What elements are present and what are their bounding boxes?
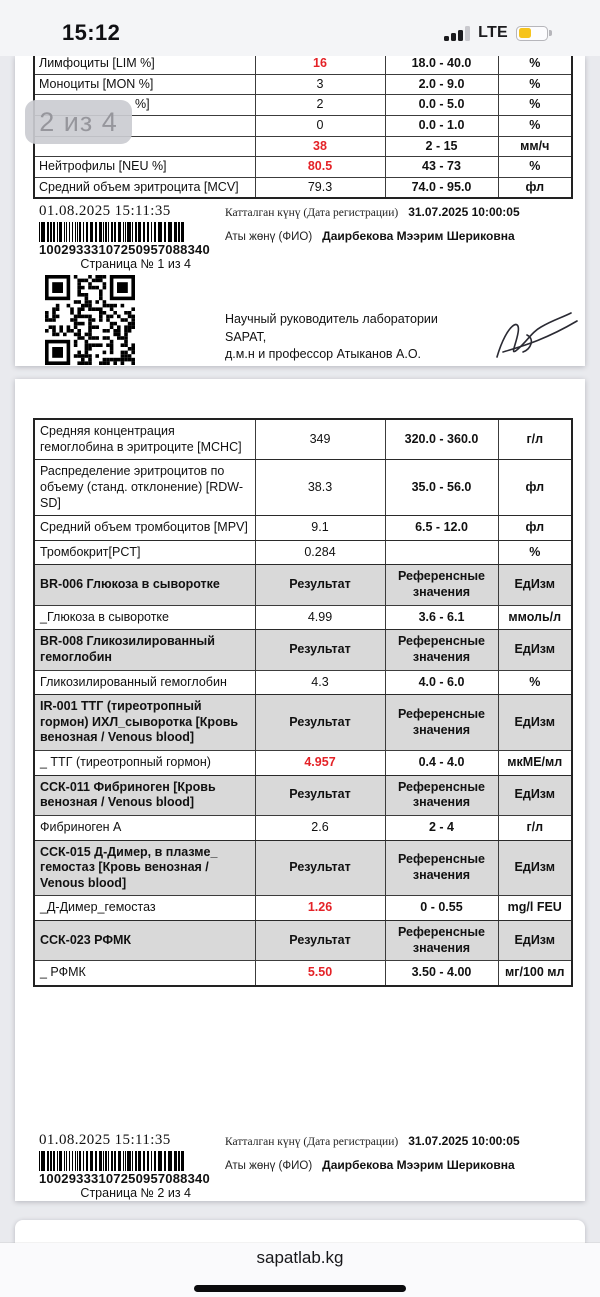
lab-results-table [33,418,573,987]
column-header-reference: Референсные значения [385,695,498,751]
table-row [34,961,572,986]
table-row [34,670,572,695]
footer-codes-block [39,203,210,366]
registration-label: Катталган күнү (Дата регистрации) [225,1135,399,1148]
param-name: Фибриноген А [34,815,255,840]
column-header-reference: Референсные значения [385,565,498,605]
reference-range: 43 - 73 [385,157,498,178]
qr-code-image [45,275,135,365]
result-value: 349 [255,419,385,460]
param-name: Средний объем эритроцита [MCV] [34,177,255,198]
result-value: 38.3 [255,460,385,516]
column-header-result: Результат [255,840,385,896]
registration-label: Катталган күнү (Дата регистрации) [225,207,399,220]
reference-range: 2 - 15 [385,136,498,157]
supervisor-line2: д.м.н и профессор Атыканов А.О. [225,347,422,362]
test-section-name: BR-006 Глюкоза в сыворотке [34,565,255,605]
test-section-name: BR-008 Гликозилированный гемоглобин [34,630,255,670]
section-header-row [34,695,572,751]
param-name: Средний объем тромбоцитов [MPV] [34,516,255,541]
param-name: _Глюкоза в сыворотке [34,605,255,630]
test-section-name: IR-001 ТТГ (тиреотропный гормон) ИХЛ_сыворотка [Кровь венозная / Venous blood] [34,695,255,751]
column-header-unit: ЕдИзм [498,695,572,751]
clock-text: 15:12 [62,20,121,45]
column-header-unit: ЕдИзм [498,565,572,605]
unit-label: % [498,95,572,116]
column-header-reference: Референсные значения [385,630,498,670]
param-name: Распределение эритроцитов по объему (станд. отклонение) [RDW-SD] [34,460,255,516]
reference-range: 74.0 - 95.0 [385,177,498,198]
unit-label: г/л [498,815,572,840]
reference-range: 0 - 0.55 [385,896,498,921]
test-section-name: ССК-015 Д-Димер, в плазме_ гемостаз [Кровь венозная / Venous blood] [34,840,255,896]
test-section-name: ССК-023 РФМК [34,921,255,961]
print-datetime: 01.08.2025 15:11:35 [39,203,171,220]
reference-range: 3.6 - 6.1 [385,605,498,630]
reference-range: 3.50 - 4.00 [385,961,498,986]
home-indicator[interactable] [194,1285,406,1292]
unit-label: г/л [498,419,572,460]
unit-label: % [498,157,572,178]
result-value: 38 [255,136,385,157]
browser-bottom-bar [0,1243,600,1297]
unit-label: % [498,56,572,74]
page-number-label: Страница № 1 из 4 [80,257,191,272]
column-header-unit: ЕдИзм [498,775,572,815]
supervisor-line1: Научный руководитель лаборатории SAPAT, [225,312,438,344]
table-row [34,751,572,776]
result-value: 0.284 [255,540,385,565]
pdf-page-3 [15,1220,585,1243]
table-row [34,56,572,74]
table-row [34,540,572,565]
unit-label: мкМЕ/мл [498,751,572,776]
reference-range [385,540,498,565]
param-name: _ ТТГ (тиреотропный гормон) [34,751,255,776]
unit-label: фл [498,516,572,541]
param-name: Средняя концентрация гемоглобина в эритроците [MCHC] [34,419,255,460]
section-header-row [34,630,572,670]
unit-label: фл [498,460,572,516]
param-name: Гликозилированный гемоглобин [34,670,255,695]
result-value: 2 [255,95,385,116]
section-header-row [34,565,572,605]
pdf-page-2 [15,379,585,1201]
registration-row [225,1134,585,1148]
patient-name-row [225,1158,585,1172]
result-value: 2.6 [255,815,385,840]
barcode-number: 10029333107250957088340 [39,242,210,258]
fio-value: Даирбекова Мээрим Шериковна [322,229,515,244]
unit-label: % [498,540,572,565]
print-datetime: 01.08.2025 15:11:35 [39,1131,171,1148]
supervisor-row [225,305,585,366]
reference-range: 2 - 4 [385,815,498,840]
barcode-image [39,1151,187,1171]
address-bar[interactable]: sapatlab.kg [256,1248,344,1267]
param-name: Лимфоциты [LIM %] [34,56,255,74]
reference-range: 35.0 - 56.0 [385,460,498,516]
table-row [34,516,572,541]
cellular-signal-icon [444,26,470,41]
column-header-result: Результат [255,695,385,751]
result-value: 5.50 [255,961,385,986]
section-header-row [34,921,572,961]
result-value: 80.5 [255,157,385,178]
table-row [34,815,572,840]
signature-image [487,305,583,366]
document-scroll-area[interactable] [0,56,600,1243]
param-name: Моноциты [MON %] [34,74,255,95]
result-value: 1.26 [255,896,385,921]
barcode-image [39,222,187,242]
param-name: Тромбокрит[PCT] [34,540,255,565]
registration-row [225,205,585,219]
footer-patient-block [225,1132,585,1201]
result-value: 79.3 [255,177,385,198]
column-header-unit: ЕдИзм [498,921,572,961]
page-footer [15,203,585,366]
patient-name-row [225,229,585,243]
reference-range: 2.0 - 9.0 [385,74,498,95]
table-row [34,605,572,630]
unit-label: ммоль/л [498,605,572,630]
column-header-unit: ЕдИзм [498,840,572,896]
unit-label: фл [498,177,572,198]
column-header-result: Результат [255,565,385,605]
reference-range: 320.0 - 360.0 [385,419,498,460]
unit-label: % [498,670,572,695]
column-header-reference: Референсные значения [385,921,498,961]
page-footer [15,1132,585,1201]
table-row [34,896,572,921]
section-header-row [34,775,572,815]
fio-label: Аты жөнү (ФИО) [225,1159,313,1172]
column-header-result: Результат [255,630,385,670]
unit-label: % [498,74,572,95]
fio-value: Даирбекова Мээрим Шериковна [322,1157,515,1172]
registration-value: 31.07.2025 10:00:05 [408,1133,520,1148]
reference-range: 4.0 - 6.0 [385,670,498,695]
result-value: 0 [255,115,385,136]
result-value: 16 [255,56,385,74]
page-indicator-label: 2 из 4 [39,106,118,137]
page-number-label: Страница № 2 из 4 [80,1185,191,1200]
unit-label: мг/100 мл [498,961,572,986]
supervisor-title [225,311,463,364]
fio-label: Аты жөнү (ФИО) [225,231,313,244]
reference-range: 6.5 - 12.0 [385,516,498,541]
footer-codes-block [39,1131,210,1201]
result-value: 9.1 [255,516,385,541]
param-name: _Д-Димер_гемостаз [34,896,255,921]
column-header-result: Результат [255,921,385,961]
param-name: _ РФМК [34,961,255,986]
reference-range: 0.4 - 4.0 [385,751,498,776]
column-header-reference: Референсные значения [385,840,498,896]
column-header-unit: ЕдИзм [498,630,572,670]
param-name: Нейтрофилы [NEU %] [34,157,255,178]
table-row [34,177,572,198]
table-row [34,419,572,460]
unit-label: % [498,115,572,136]
result-value: 3 [255,74,385,95]
page-indicator-badge [25,100,132,144]
registration-value: 31.07.2025 10:00:05 [408,205,520,220]
column-header-result: Результат [255,775,385,815]
reference-range: 0.0 - 5.0 [385,95,498,116]
status-icons [444,24,548,42]
result-value: 4.99 [255,605,385,630]
param-name: %] [34,95,255,116]
unit-label: mg/l FEU [498,896,572,921]
unit-label: мм/ч [498,136,572,157]
status-bar [0,0,600,56]
footer-patient-block [225,203,585,366]
column-header-reference: Референсные значения [385,775,498,815]
table-row [34,74,572,95]
result-value: 4.957 [255,751,385,776]
table-row [34,460,572,516]
battery-icon [516,26,548,41]
result-value: 4.3 [255,670,385,695]
barcode-number: 10029333107250957088340 [39,1170,210,1186]
table-row [34,157,572,178]
reference-range: 0.0 - 1.0 [385,115,498,136]
network-type-label: LTE [478,24,508,41]
test-section-name: ССК-011 Фибриноген [Кровь венозная / Venous blood] [34,775,255,815]
reference-range: 18.0 - 40.0 [385,56,498,74]
section-header-row [34,840,572,896]
